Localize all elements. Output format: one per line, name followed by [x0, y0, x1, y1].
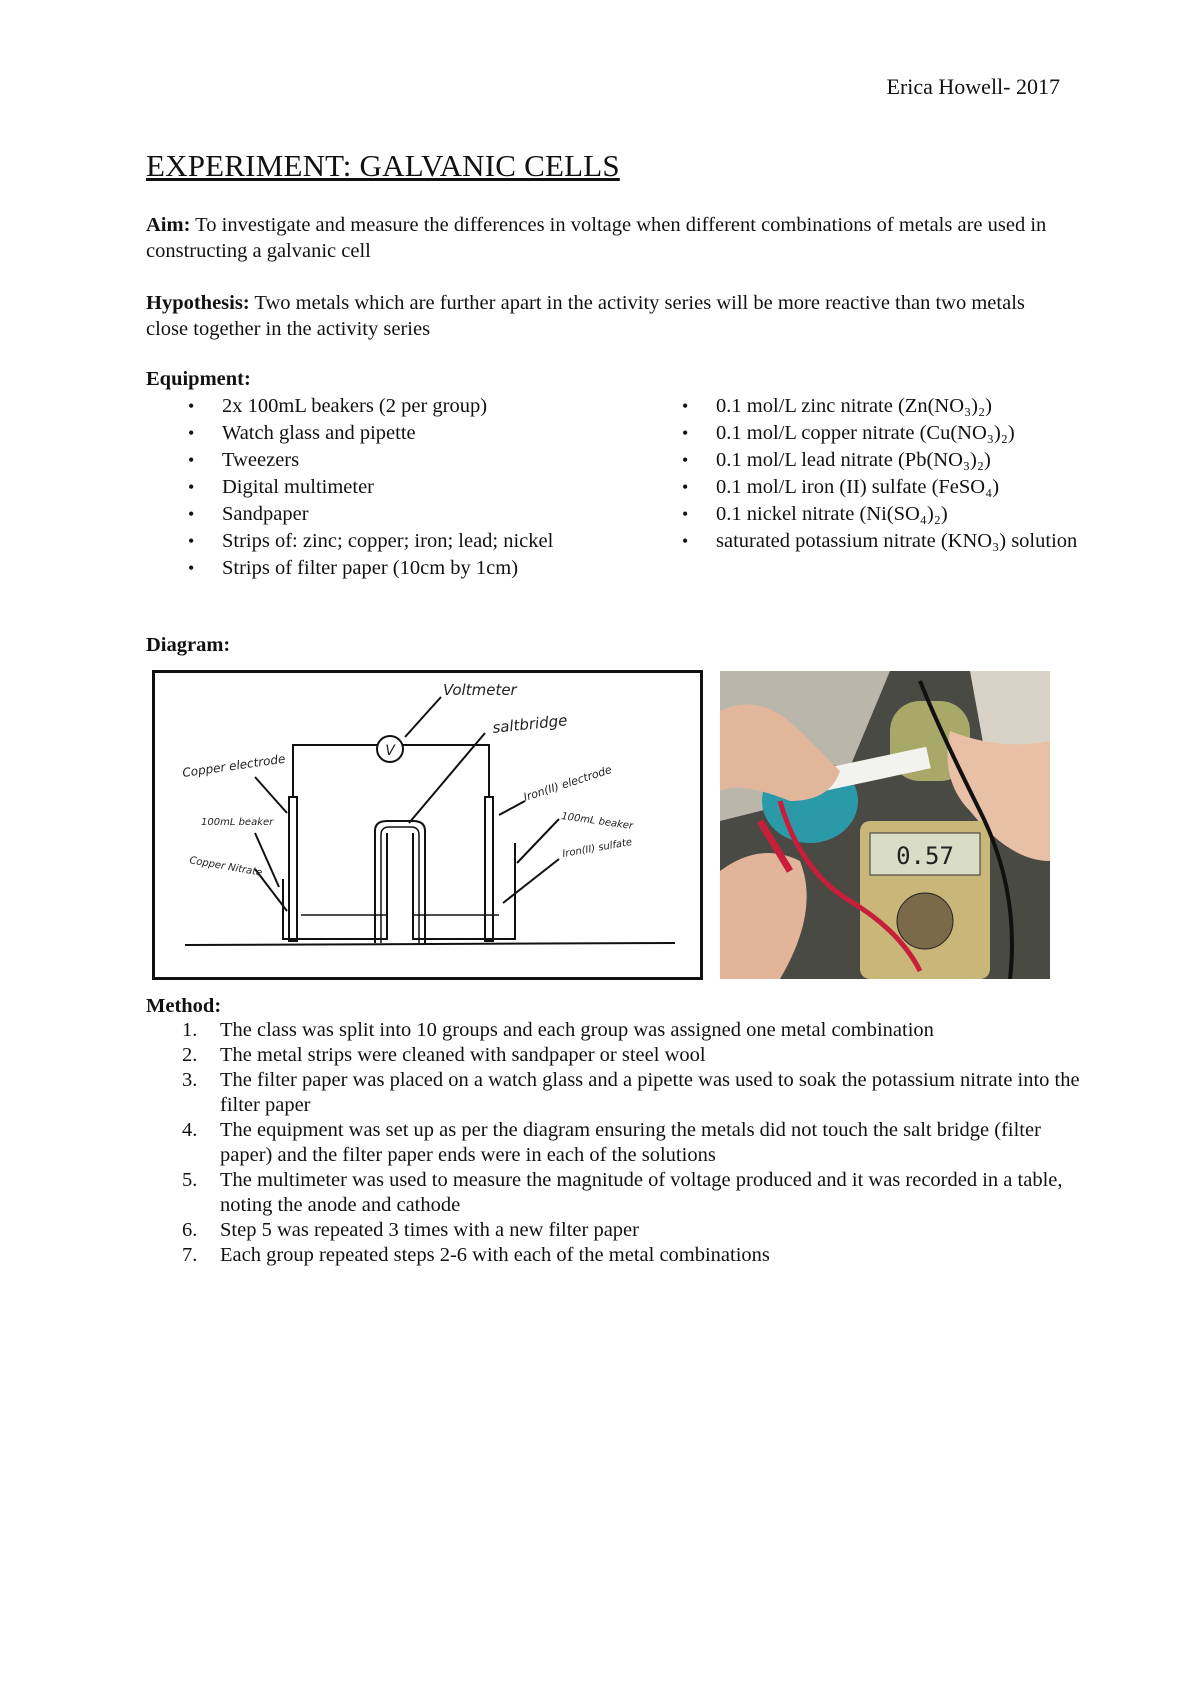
list-item: 6. Step 5 was repeated 3 times with a new filter paper [182, 1219, 639, 1241]
list-item: • Sandpaper [182, 501, 562, 527]
hypothesis-text: Two metals which are further apart in the activity series will be more reactive than two metals close together in the activity series [146, 292, 1025, 340]
leader-copper-electrode [255, 777, 287, 813]
label-iron-electrode: Iron(II) electrode [521, 763, 614, 804]
aim-text: To investigate and measure the differences in voltage when different combinations of metals are used in constructing a galvanic cell [146, 214, 1047, 262]
list-item: • Watch glass and pipette [182, 420, 562, 446]
photo-drawing [720, 671, 1050, 979]
list-item: • Strips of filter paper (10cm by 1cm) [182, 555, 562, 581]
list-item: • saturated potassium nitrate (KNO₃) solution [676, 528, 1096, 554]
page-title: EXPERIMENT: GALVANIC CELLS [146, 148, 620, 183]
list-item: • 2x 100mL beakers (2 per group) [182, 393, 562, 419]
equipment-list-left [182, 393, 562, 582]
leader-left-beaker [255, 833, 279, 887]
hypothesis-paragraph [146, 290, 1066, 342]
experiment-photo [720, 671, 1050, 979]
header-author: Erica Howell- 2017 [886, 74, 1060, 99]
list-item: 1. The class was split into 10 groups and each group was assigned one metal combination [182, 1019, 934, 1041]
aim-label: Aim: [146, 214, 191, 236]
diagram-drawing [155, 673, 700, 977]
list-item: 5. The multimeter was used to measure the magnitude of voltage produced and it was recorded in a table, noting the anode and cathode [182, 1169, 1063, 1216]
list-item: 4. The equipment was set up as per the diagram ensuring the metals did not touch the salt bridge (filter paper) and the filter paper ends were in each of the solutions [182, 1119, 1041, 1166]
left-wire [293, 745, 378, 797]
label-saltbridge: saltbridge [491, 711, 569, 737]
list-item: • Digital multimeter [182, 474, 562, 500]
label-right-beaker: 100mL beaker [560, 811, 634, 833]
left-electrode [289, 797, 297, 941]
label-copper-electrode: Copper electrode [181, 751, 287, 780]
hypothesis-label: Hypothesis: [146, 292, 250, 314]
right-electrode [485, 797, 493, 941]
leader-iron-electrode [499, 801, 525, 815]
voltmeter-symbol: V [385, 743, 395, 759]
equipment-list-right [676, 393, 1096, 555]
leader-iron-sulfate [503, 859, 559, 903]
right-beaker [413, 833, 515, 939]
list-item: 2. The metal strips were cleaned with sandpaper or steel wool [182, 1044, 706, 1066]
aim-paragraph [146, 212, 1066, 264]
equipment-heading: Equipment: [146, 368, 251, 390]
multimeter-dial [897, 893, 953, 949]
list-item: 7. Each group repeated steps 2-6 with each of the metal combinations [182, 1244, 770, 1266]
leader-saltbridge [409, 733, 485, 823]
label-copper-nitrate: Copper Nitrate [188, 855, 264, 879]
label-left-beaker: 100mL beaker [201, 817, 274, 828]
left-beaker [283, 833, 387, 939]
multimeter-reading: 0.57 [896, 842, 954, 870]
galvanic-cell-diagram [152, 670, 703, 980]
method-list [182, 1018, 1082, 1268]
list-item: • Strips of: zinc; copper; iron; lead; nickel [182, 528, 562, 554]
diagram-heading: Diagram: [146, 634, 231, 656]
leader-voltmeter [405, 697, 441, 737]
list-item: • 0.1 mol/L copper nitrate (Cu(NO₃)₂) [676, 420, 1096, 446]
salt-bridge [375, 821, 425, 943]
list-item: • 0.1 mol/L iron (II) sulfate (FeSO₄) [676, 474, 1096, 500]
list-item: • 0.1 mol/L lead nitrate (Pb(NO₃)₂) [676, 447, 1096, 473]
leader-right-beaker [517, 819, 559, 863]
list-item: 3. The filter paper was placed on a watch glass and a pipette was used to soak the potassium nitrate into the filter paper [182, 1069, 1080, 1116]
bench-line [185, 943, 675, 945]
label-iron-sulfate: Iron(II) sulfate [561, 836, 633, 860]
list-item: • 0.1 nickel nitrate (Ni(SO₄)₂) [676, 501, 1096, 527]
method-heading: Method: [146, 995, 222, 1017]
list-item: • 0.1 mol/L zinc nitrate (Zn(NO₃)₂) [676, 393, 1096, 419]
right-wire [402, 745, 489, 797]
list-item: • Tweezers [182, 447, 562, 473]
label-voltmeter: Voltmeter [443, 681, 517, 699]
